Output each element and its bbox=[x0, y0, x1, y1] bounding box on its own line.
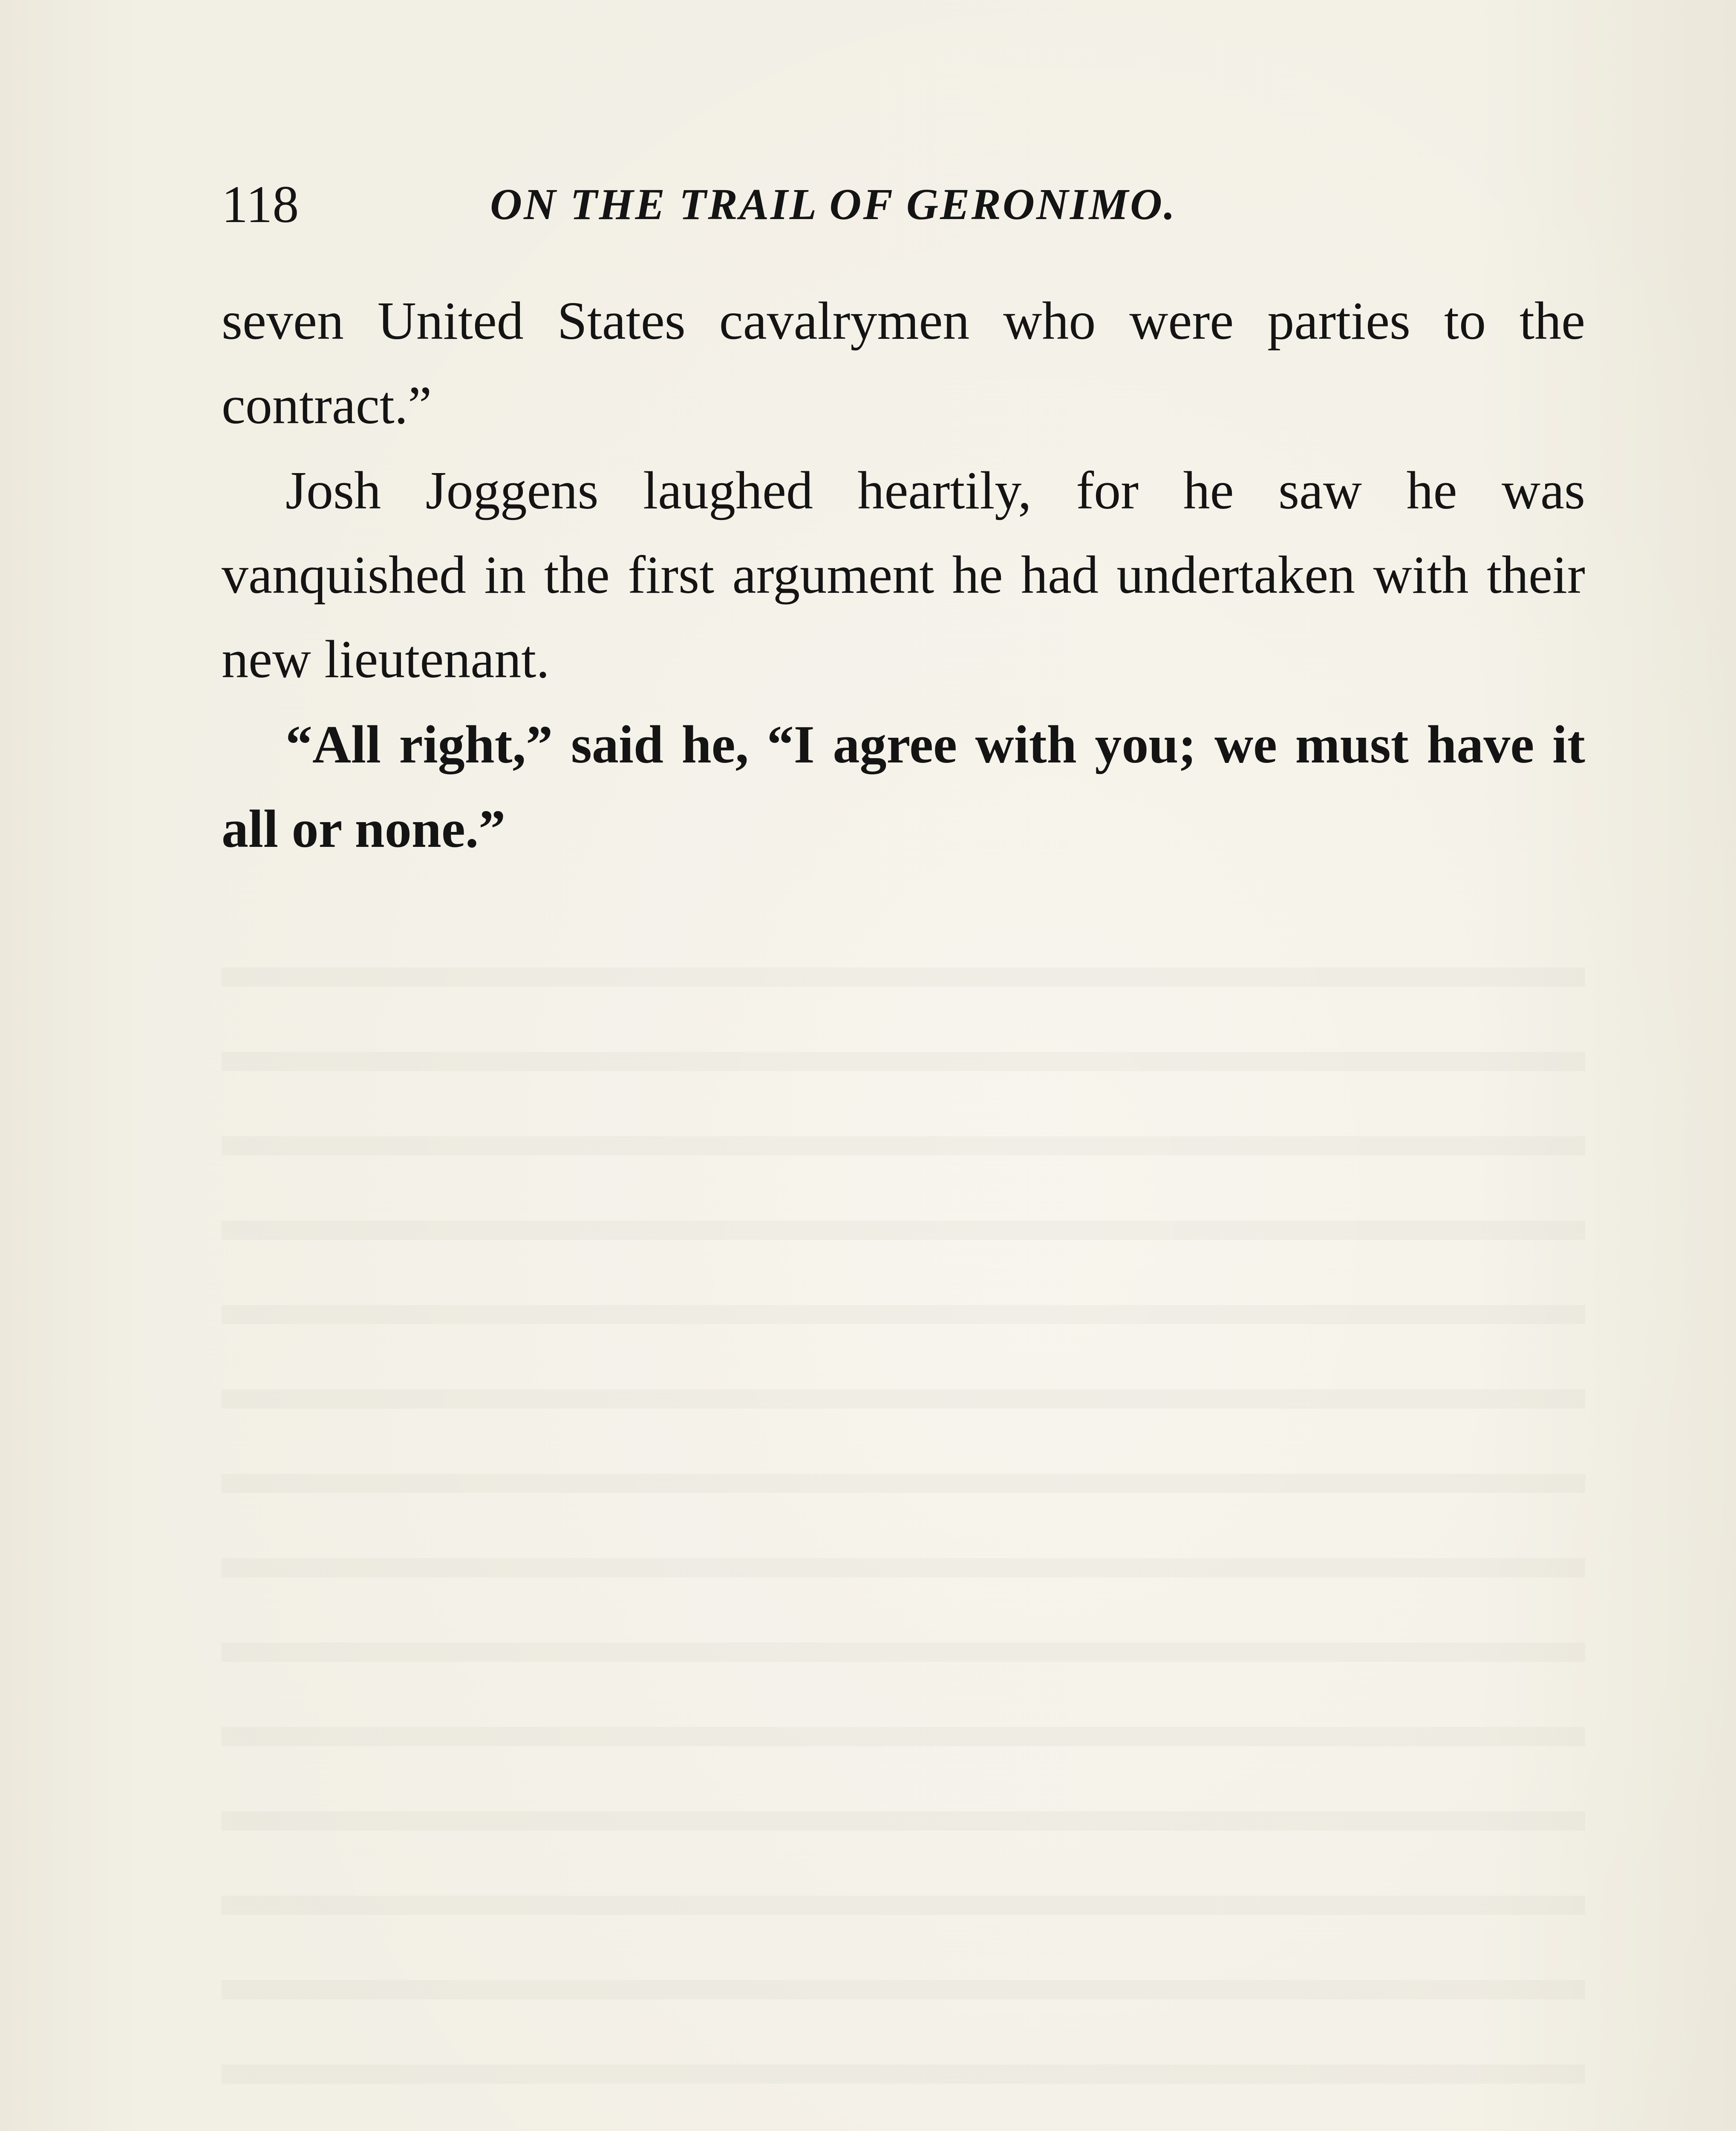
page-header bbox=[222, 168, 1585, 241]
page-number: 118 bbox=[222, 175, 299, 234]
paragraph-josh-joggens: Josh Joggens laughed heartily, for he saw he was vanquished in the first argument he had undertaken with their new lieutenant. bbox=[222, 461, 1585, 689]
paragraph-dialogue: “All right,” said he, “I agree with you; we must have it all or none.” bbox=[222, 715, 1585, 859]
body-text bbox=[222, 279, 1585, 872]
running-title: ON THE TRAIL OF GERONIMO. bbox=[490, 180, 1177, 229]
paragraph-continuation: seven United States cavalrymen who were parties to the contract.” bbox=[222, 292, 1585, 435]
show-through-text bbox=[222, 916, 1585, 2131]
